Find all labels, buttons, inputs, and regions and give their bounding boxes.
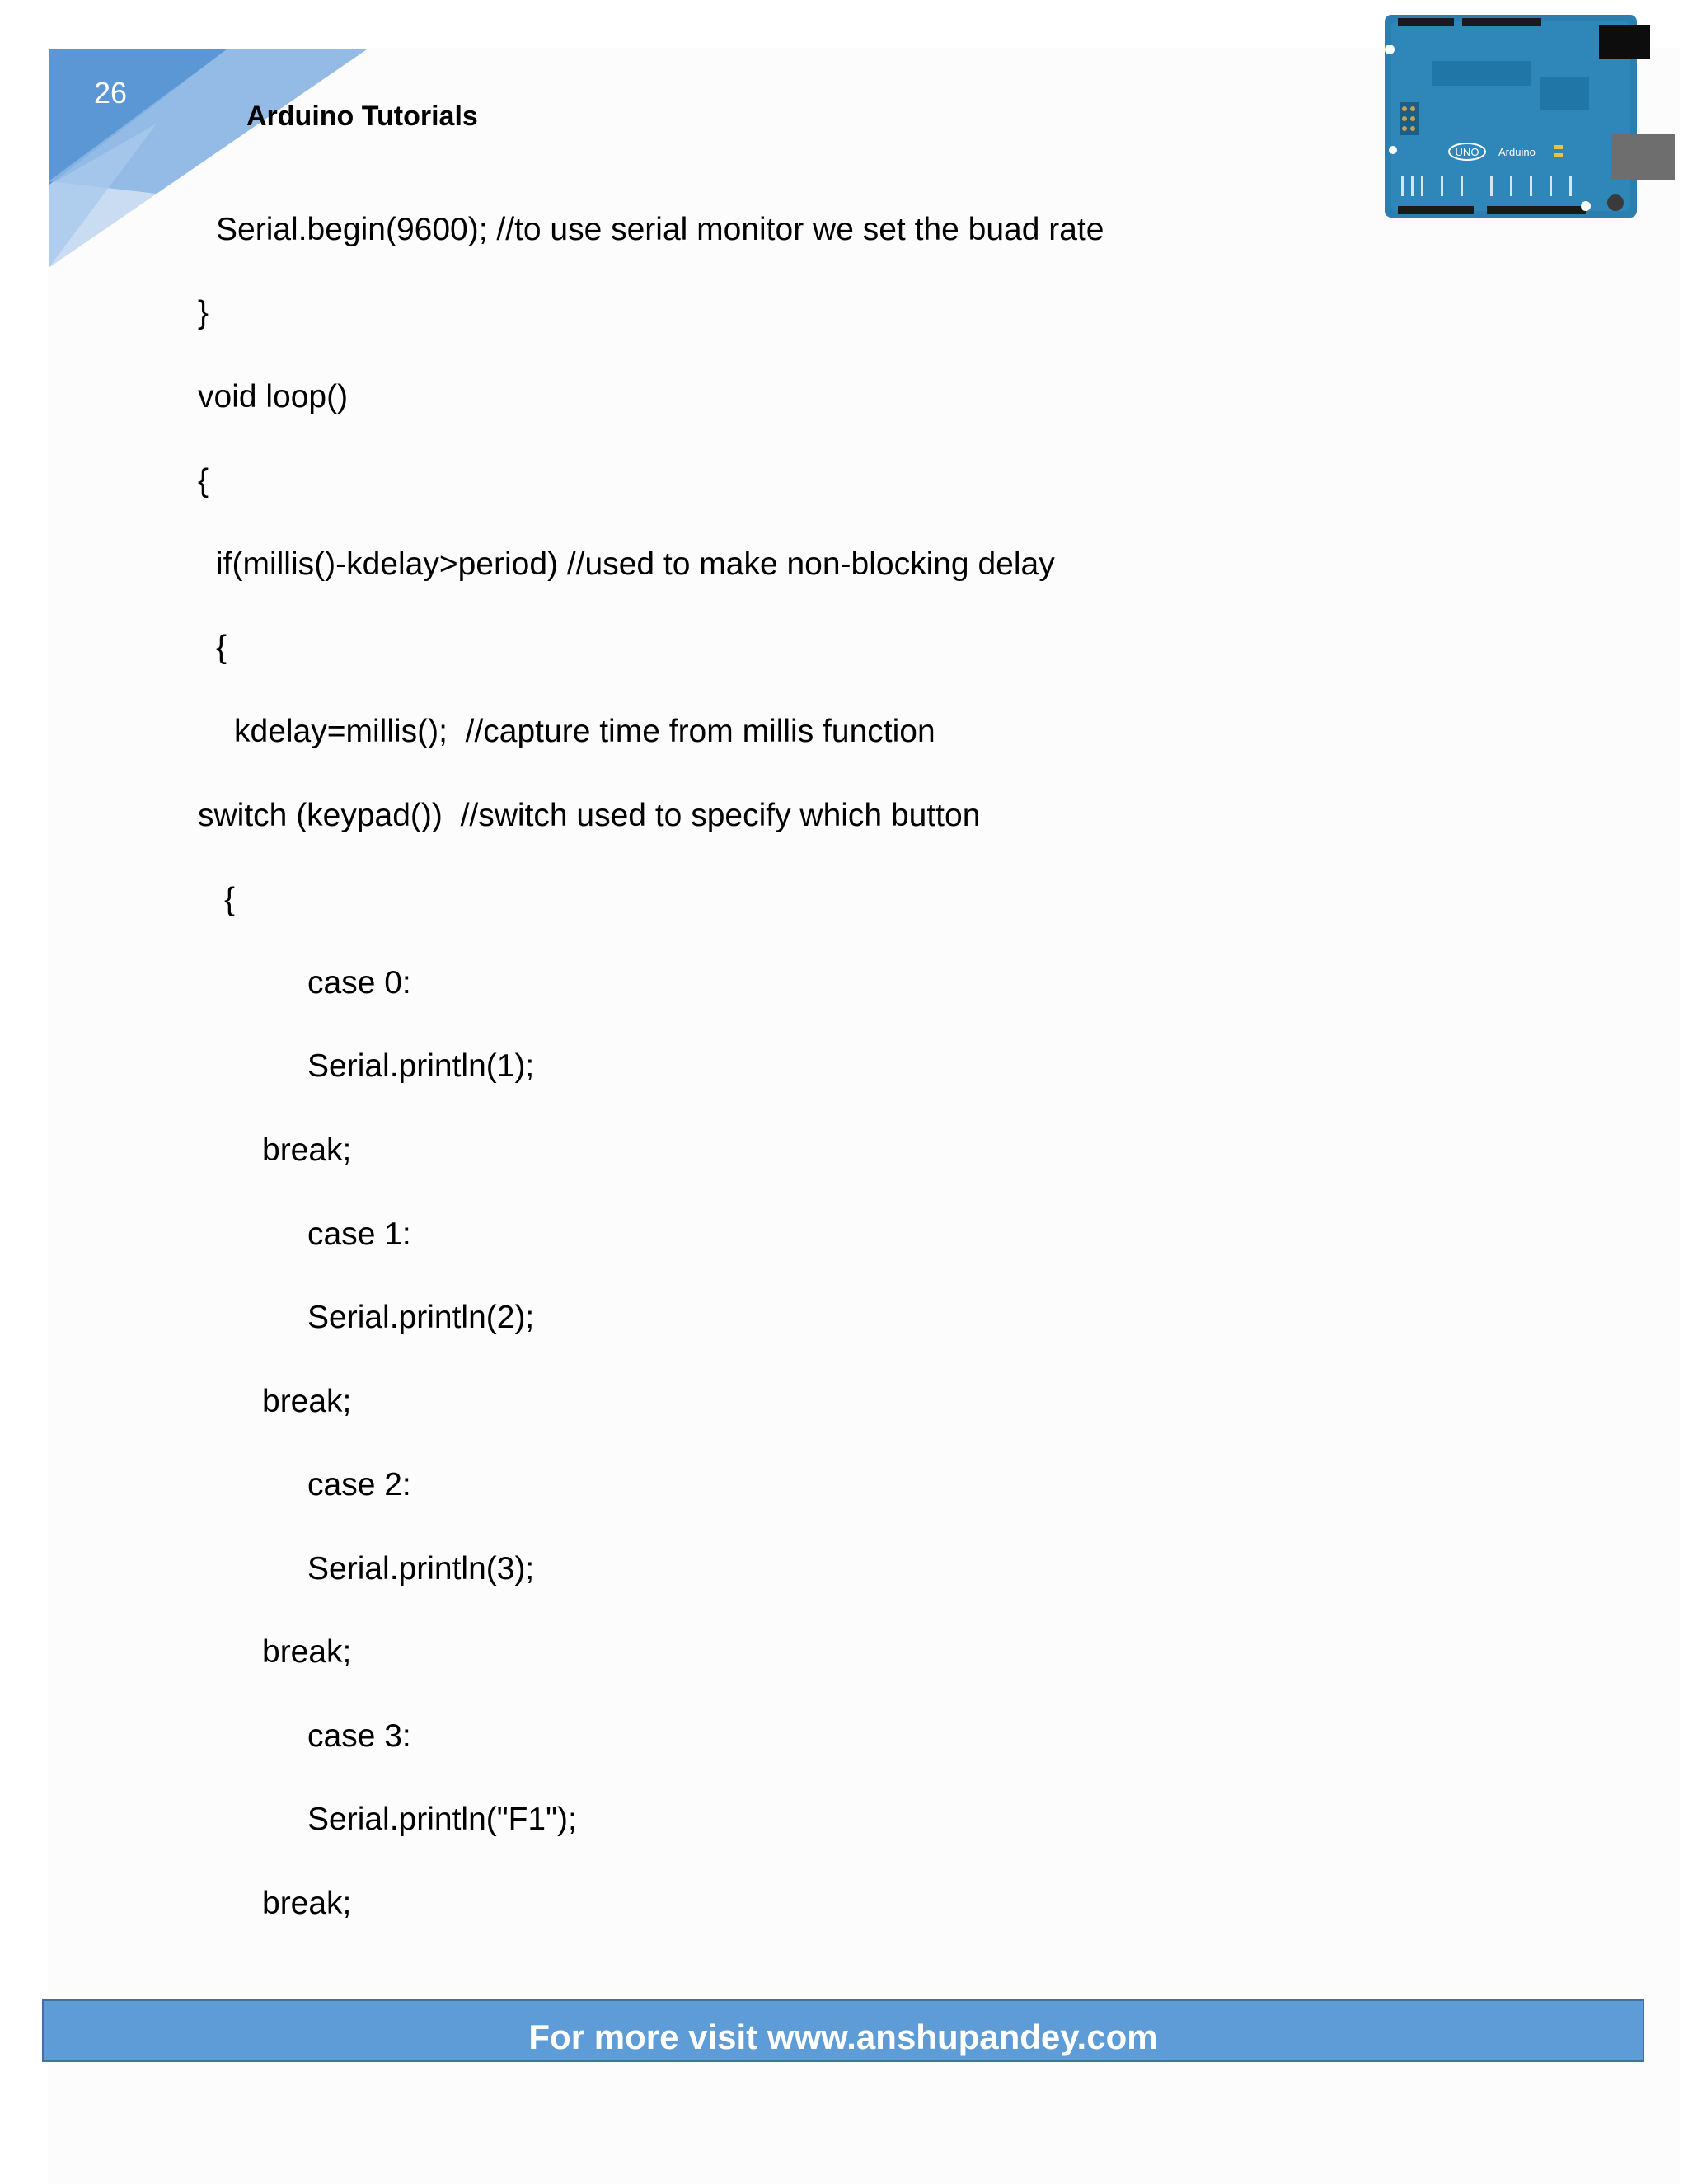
code-line: kdelay=millis(); //capture time from millis function	[234, 714, 935, 749]
svg-text:Arduino: Arduino	[1498, 146, 1536, 158]
code-line: Serial.println(2);	[307, 1300, 535, 1335]
code-line: Serial.println(3);	[307, 1551, 535, 1586]
code-line: }	[198, 295, 209, 330]
code-line: case 1:	[307, 1216, 411, 1252]
code-line: if(millis()-kdelay>period) //used to make non-blocking delay	[216, 546, 1055, 582]
code-line: void loop()	[198, 379, 349, 415]
code-line: case 0:	[307, 965, 411, 1001]
page-number: 26	[94, 76, 128, 110]
code-line: Serial.begin(9600); //to use serial monitor we set the buad rate	[216, 212, 1104, 247]
code-line: case 2:	[307, 1467, 411, 1502]
code-line: Serial.println("F1");	[307, 1802, 577, 1837]
code-line: break;	[262, 1634, 352, 1670]
code-line: Serial.println(1);	[307, 1048, 535, 1084]
code-line: break;	[262, 1886, 352, 1921]
footer-link-text[interactable]: For more visit www.anshupandey.com	[528, 2018, 1158, 2056]
code-line: {	[198, 463, 209, 499]
code-line: {	[216, 630, 227, 665]
page-background	[48, 48, 1680, 2184]
header-title: Arduino Tutorials	[246, 101, 478, 132]
code-line: case 3:	[307, 1718, 411, 1754]
code-line: {	[224, 882, 236, 917]
arduino-uno-board-icon	[1383, 12, 1680, 219]
footer-bar	[42, 1999, 1644, 2062]
code-line: switch (keypad()) //switch used to specify which button	[198, 798, 981, 833]
code-line: break;	[262, 1132, 352, 1168]
svg-text:UNO: UNO	[1455, 146, 1479, 158]
code-line: break;	[262, 1384, 352, 1419]
